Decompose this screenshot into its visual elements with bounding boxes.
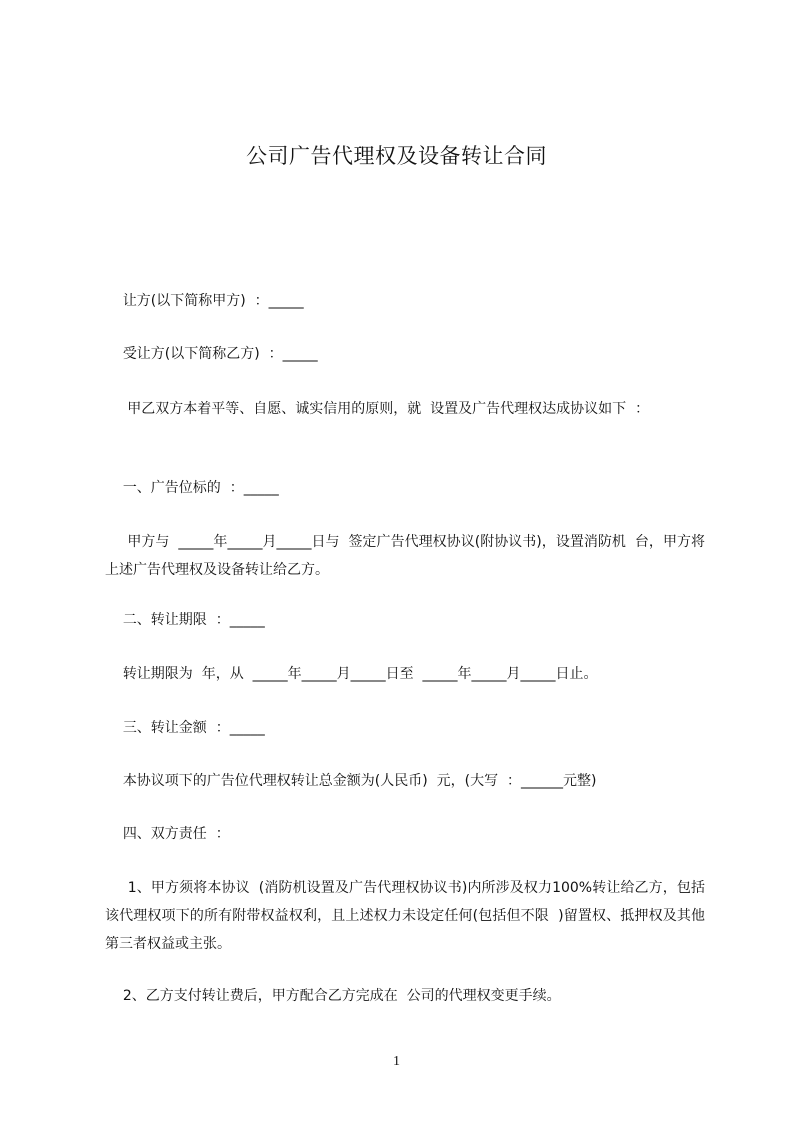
paragraph-amount: 本协议项下的广告位代理权转让总金额为(人民币) 元，(大写 ：______元整): [105, 773, 597, 789]
section-heading-ad-target: 一、广告位标的 ：_____: [105, 480, 279, 496]
paragraph-transferee: 受让方(以下简称乙方) ：_____: [105, 346, 318, 362]
section-heading-amount: 三、转让金额 ：_____: [105, 720, 265, 736]
paragraph-responsibility-2: 2、乙方支付转让费后，甲方配合乙方完成在 公司的代理权变更手续。: [105, 988, 561, 1004]
page-number: 1: [393, 1054, 400, 1069]
paragraph-preamble: 甲乙双方本着平等、自愿、诚实信用的原则，就 设置及广告代理权达成协议如下 ：: [105, 401, 650, 417]
paragraph-transferor: 让方(以下简称甲方) ：_____: [105, 293, 304, 309]
section-heading-term: 二、转让期限 ：_____: [105, 612, 265, 628]
paragraph-responsibility-1: 1、甲方须将本协议 (消防机设置及广告代理权协议书)内所涉及权力100%转让给乙方，包括该代理权项下的所有附带权益权利，且上述权力未设定任何(包括但不限 )留置权、抵押权及其他第三者权益或主张。: [105, 880, 705, 952]
section-heading-responsibilities: 四、双方责任 ：: [105, 826, 230, 842]
document-title: 公司广告代理权及设备转让合同: [246, 144, 547, 168]
paragraph-ad-target: 甲方与 _____年_____月_____日与 签定广告代理权协议(附协议书)，设置消防机 台，甲方将上述广告代理权及设备转让给乙方。: [105, 534, 705, 578]
paragraph-term: 转让期限为 年，从 _____年_____月_____日至 _____年_____月_____日止。: [105, 666, 598, 682]
